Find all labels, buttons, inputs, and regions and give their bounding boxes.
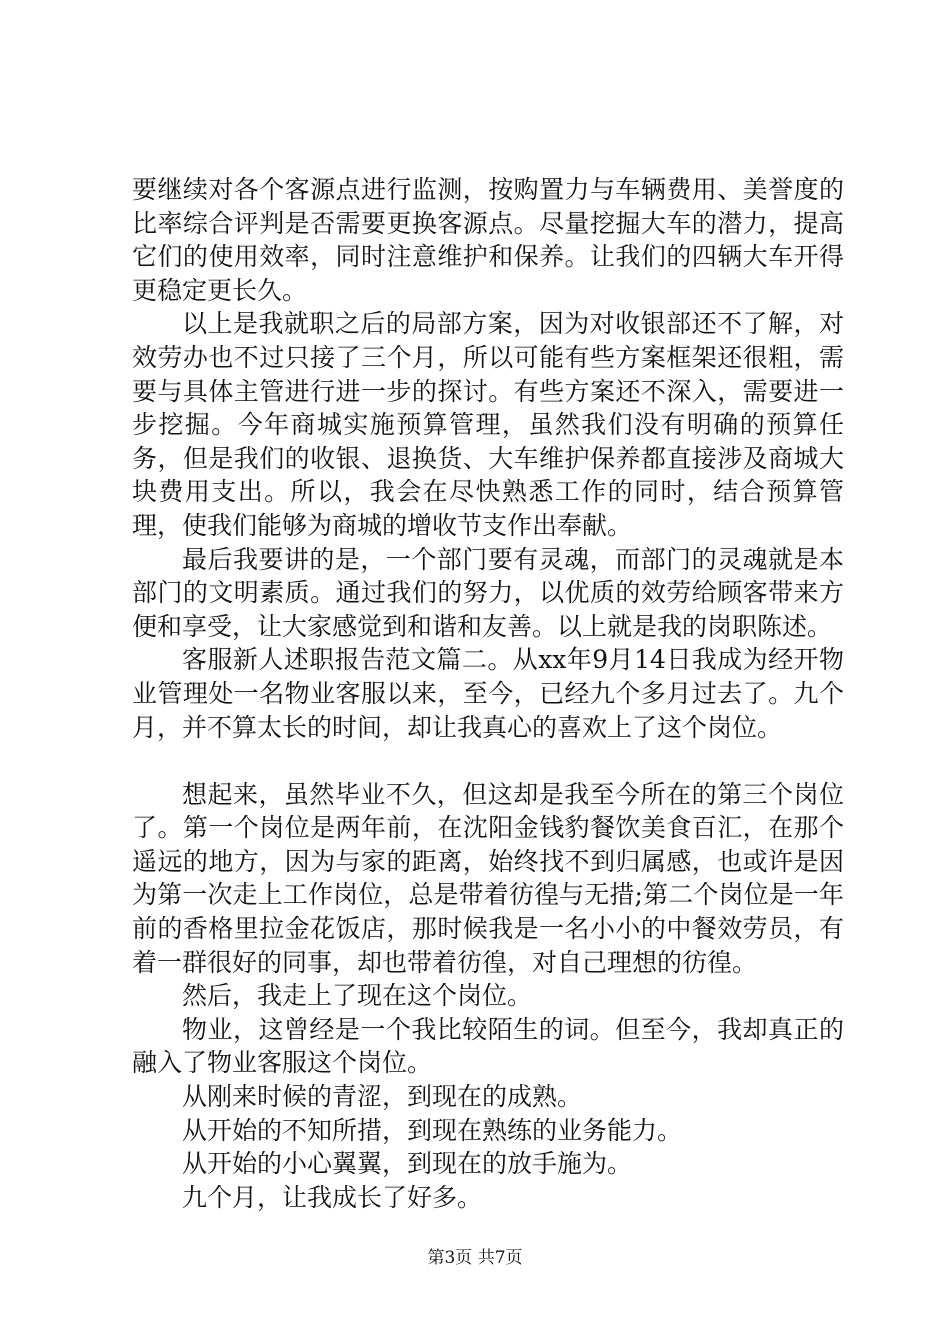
page-number-footer: 第3页 共7页 [427, 1248, 523, 1268]
paragraph-11: 九个月，让我成长了好多。 [182, 1182, 483, 1212]
paragraph-7: 物业，这曾经是一个我比较陌生的词。但至今，我却真正的融入了物业客服这个岗位。 [132, 1014, 844, 1078]
paragraph-6: 然后，我走上了现在这个岗位。 [182, 981, 533, 1011]
paragraph-1: 要继续对各个客源点进行监测，按购置力与车辆费用、美誉度的比率综合评判是否需要更换客源点。尽量挖掘大车的潜力，提高它们的使用效率，同时注意维护和保养。让我们的四辆大车开得更稳定更长久。 [132, 175, 844, 305]
paragraph-9: 从开始的不知所措，到现在熟练的业务能力。 [182, 1115, 683, 1145]
paragraph-2: 以上是我就职之后的局部方案，因为对收银部还不了解，对效劳办也不过只接了三个月，所以可能有些方案框架还很粗，需要与具体主管进行进一步的探讨。有些方案还不深入，需要进一步挖掘。今年商城实施预算管理，虽然我们没有明确的预算任务，但是我们的收银、退换货、大车维护保养都直接涉及商城大块费用支出。所以，我会在尽快熟悉工作的同时，结合预算管理，使我们能够为商城的增收节支作出奉献。 [132, 309, 844, 540]
paragraph-3: 最后我要讲的是，一个部门要有灵魂，而部门的灵魂就是本部门的文明素质。通过我们的努力，以优质的效劳给顾客带来方便和享受，让大家感觉到和谐和友善。以上就是我的岗职陈述。 [132, 544, 844, 641]
paragraph-8: 从刚来时候的青涩，到现在的成熟。 [182, 1082, 583, 1112]
paragraph-10: 从开始的小心翼翼，到现在的放手施为。 [182, 1149, 633, 1179]
blank-line [132, 744, 844, 778]
document-body [132, 173, 844, 1214]
paragraph-5: 想起来，虽然毕业不久，但这却是我至今所在的第三个岗位了。第一个岗位是两年前，在沈阳金钱豹餐饮美食百汇，在那个遥远的地方，因为与家的距离，始终找不到归属感，也或许是因为第一次走上工作岗位，总是带着彷徨与无措;第二个岗位是一年前的香格里拉金花饭店，那时候我是一名小小的中餐效劳员，有着一群很好的同事，却也带着彷徨，对自己理想的彷徨。 [132, 779, 844, 977]
paragraph-4: 客服新人述职报告范文篇二。从xx年9月14日我成为经开物业管理处一名物业客服以来，至今，已经九个多月过去了。九个月，并不算太长的时间，却让我真心的喜欢上了这个岗位。 [132, 645, 844, 742]
